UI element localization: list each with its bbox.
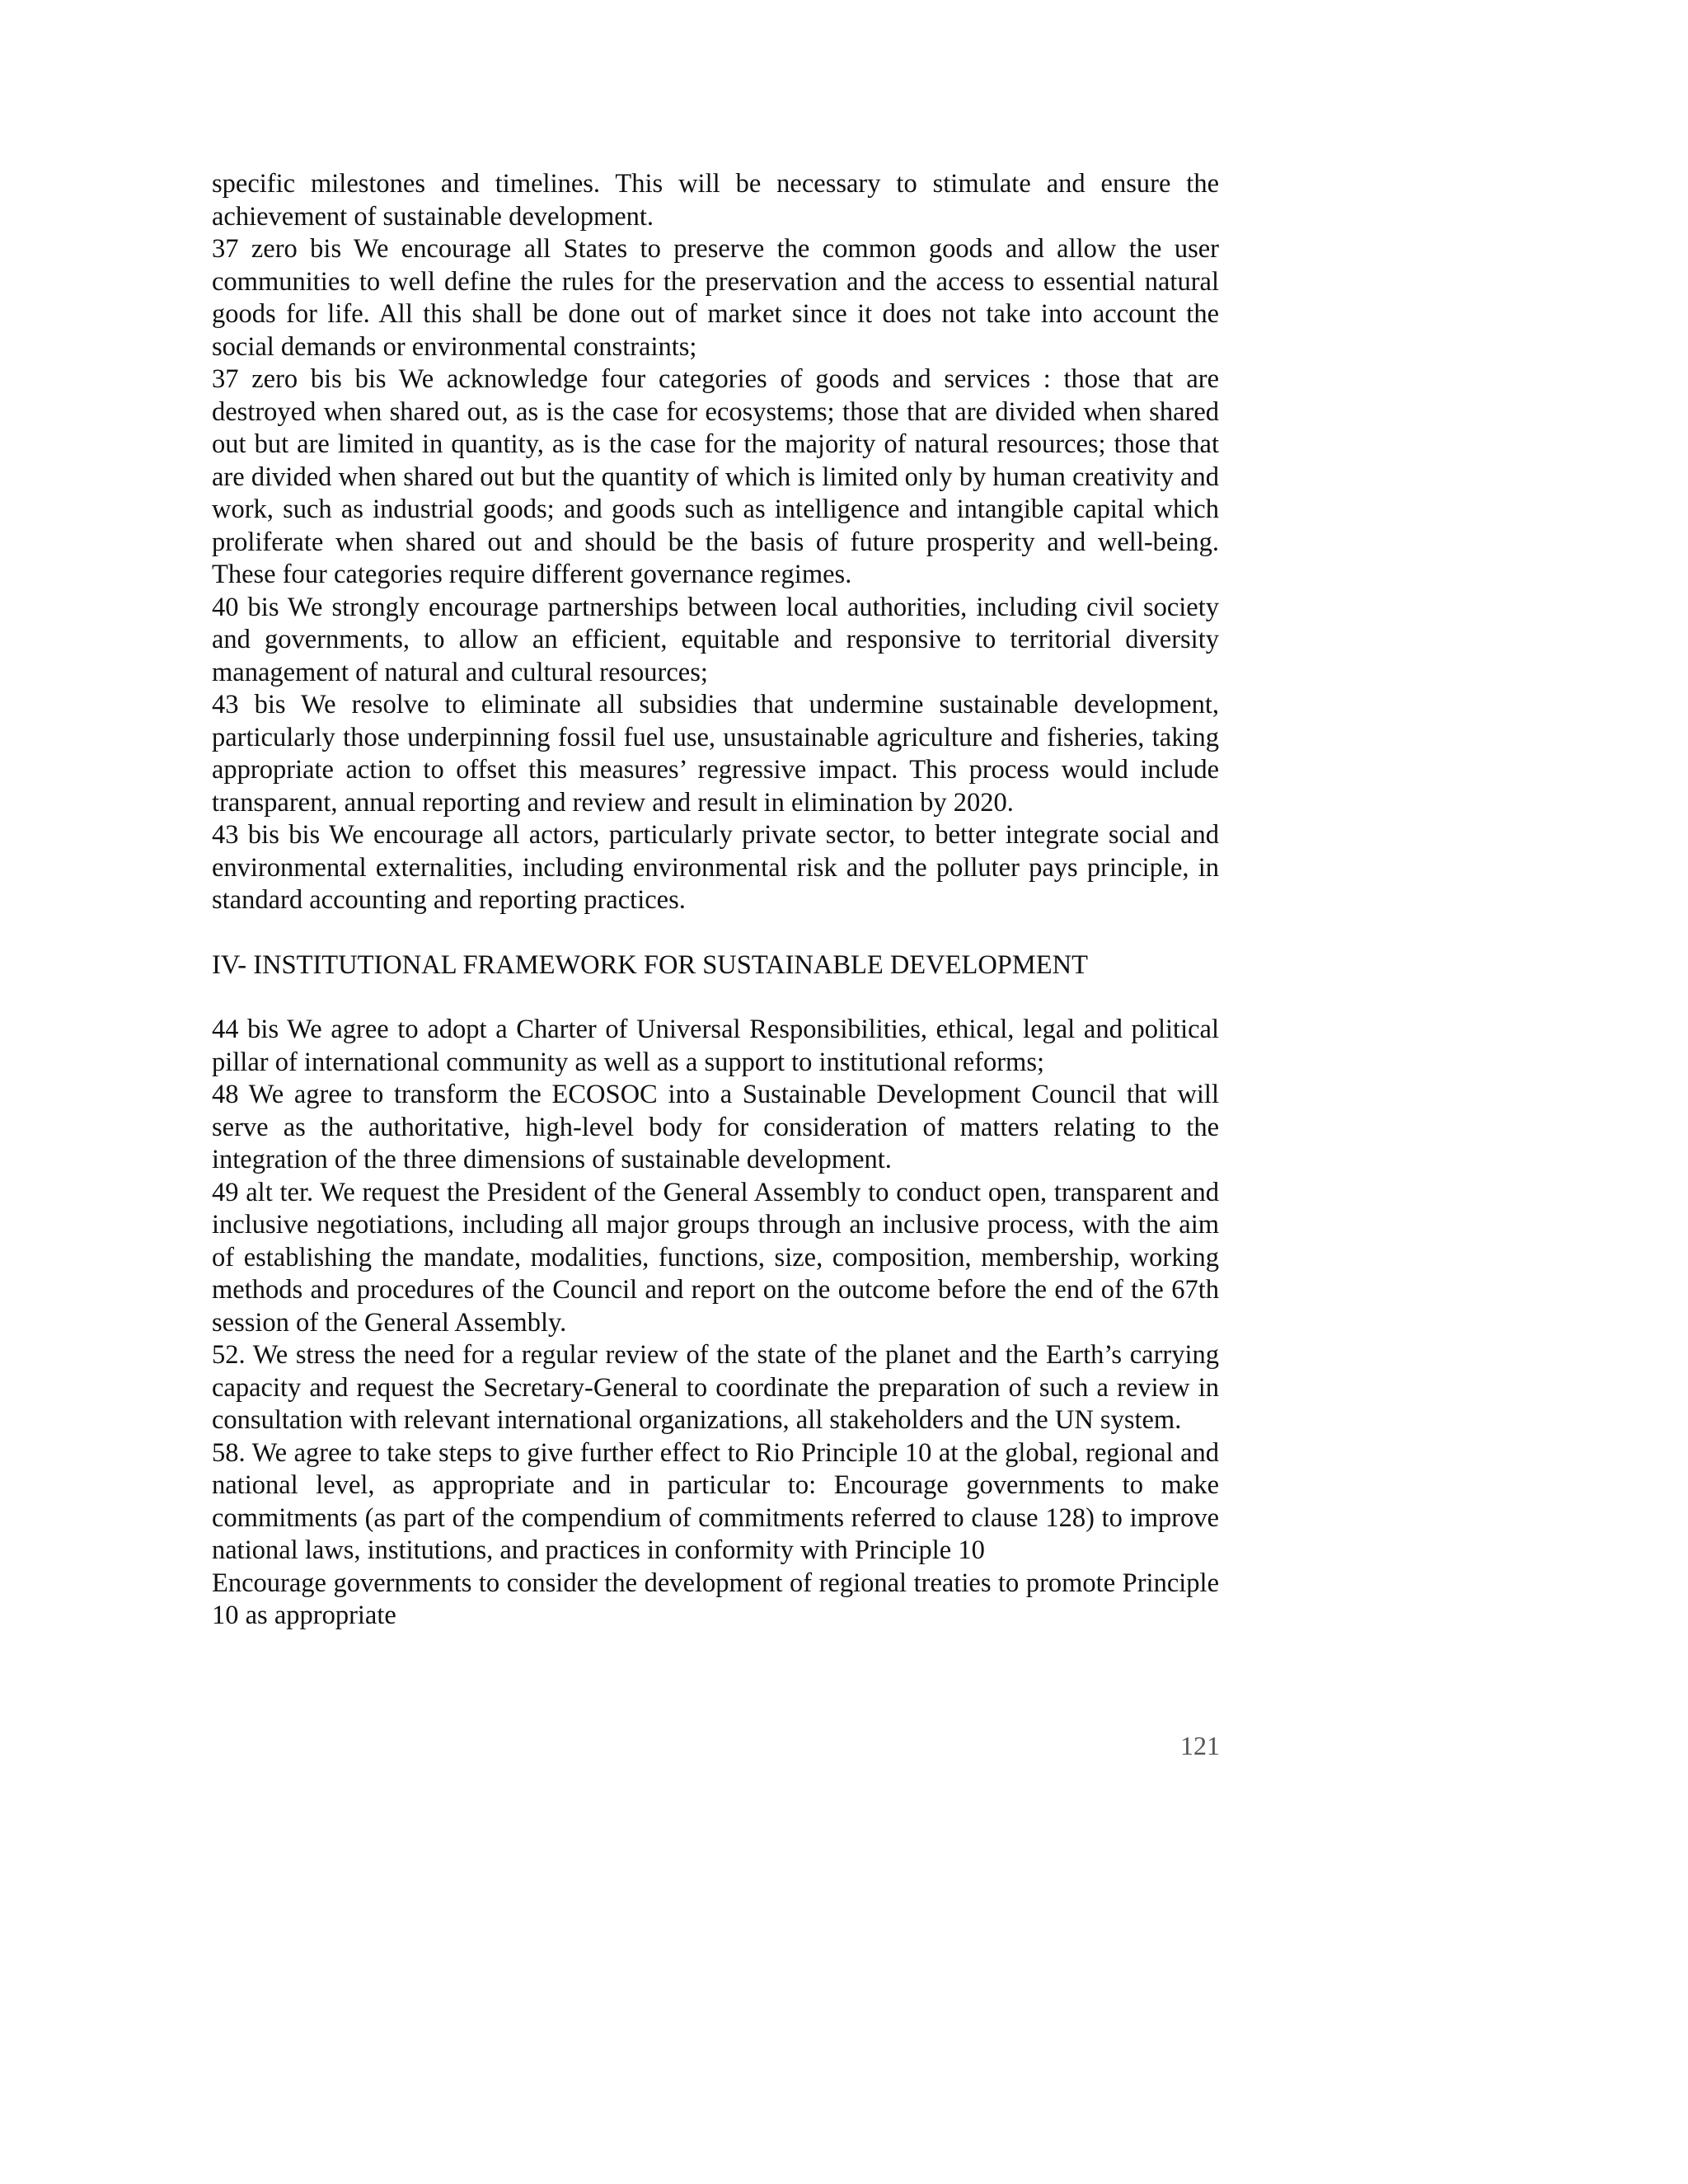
paragraph-49-alt-ter: 49 alt ter. We request the President of the General Assembly to conduct open, transparent and inclusive negotiations, including all major groups through an inclusive process, with the aim of establishing the mandate, modalities, functions, size, composition, membership, working methods and procedures of the Council and report on the outcome before the end of the 67th session of the General Assembly. [212,1177,1219,1338]
paragraph-milestones: specific milestones and timelines. This will be necessary to stimulate and ensure the achievement of sustainable development. [212,169,1219,232]
paragraph-43-bis: 43 bis We resolve to eliminate all subsidies that undermine sustainable development, particularly those underpinning fossil fuel use, unsustainable agriculture and fisheries, taking appropriate action to offset this measures’ regressive impact. This process would include transparent, annual reporting and review and result in elimination by 2020. [212,690,1219,818]
paragraph-principle-10-treaties: Encourage governments to consider the development of regional treaties to promote Principle 10 as appropriate [212,1568,1219,1630]
paragraph-43-bis-bis: 43 bis bis We encourage all actors, particularly private sector, to better integrate social and environmental externalities, including environmental risk and the polluter pays principle, in standard accounting and reporting practices. [212,820,1219,915]
paragraph-40-bis: 40 bis We strongly encourage partnerships between local authorities, including civil society and governments, to allow an efficient, equitable and responsive to territorial diversity management of natural and cultural resources; [212,592,1219,687]
paragraph-58: 58. We agree to take steps to give further effect to Rio Principle 10 at the global, regional and national level, as appropriate and in particular to: Encourage governments to make commitments (as part of the compendium of commitments referred to clause 128) to improve national laws, institutions, and practices in conformity with Principle 10 [212,1437,1219,1565]
paragraph-37-zero-bis: 37 zero bis We encourage all States to preserve the common goods and allow the user communities to well define the rules for the preservation and the access to essential natural goods for life. All this shall be done out of market since it does not take into account the social demands or environmental constraints; [212,234,1219,362]
document-page [212,168,1219,1633]
section-heading: IV- INSTITUTIONAL FRAMEWORK FOR SUSTAINABLE DEVELOPMENT [212,949,1088,980]
paragraph-52: 52. We stress the need for a regular review of the state of the planet and the Earth’s carrying capacity and request the Secretary-General to coordinate the preparation of such a review in consultation with relevant international organizations, all stakeholders and the UN system. [212,1340,1219,1435]
paragraph-48: 48 We agree to transform the ECOSOC into a Sustainable Development Council that will serve as the authoritative, high-level body for consideration of matters relating to the integration of the three dimensions of sustainable development. [212,1080,1219,1174]
page-number: 121 [1180,1731,1220,1760]
paragraph-37-zero-bis-bis: 37 zero bis bis We acknowledge four categories of goods and services : those that are destroyed when shared out, as is the case for ecosystems; those that are divided when shared out but are limited in quantity, as is the case for the majority of natural resources; those that are divided when shared out but the quantity of which is limited only by human creativity and work, such as industrial goods; and goods such as intelligence and intangible capital which proliferate when shared out and should be the basis of future prosperity and well-being. These four categories require different governance regimes. [212,364,1219,589]
paragraph-44-bis: 44 bis We agree to adopt a Charter of Universal Responsibilities, ethical, legal and political pillar of international community as well as a support to institutional reforms; [212,1015,1219,1077]
